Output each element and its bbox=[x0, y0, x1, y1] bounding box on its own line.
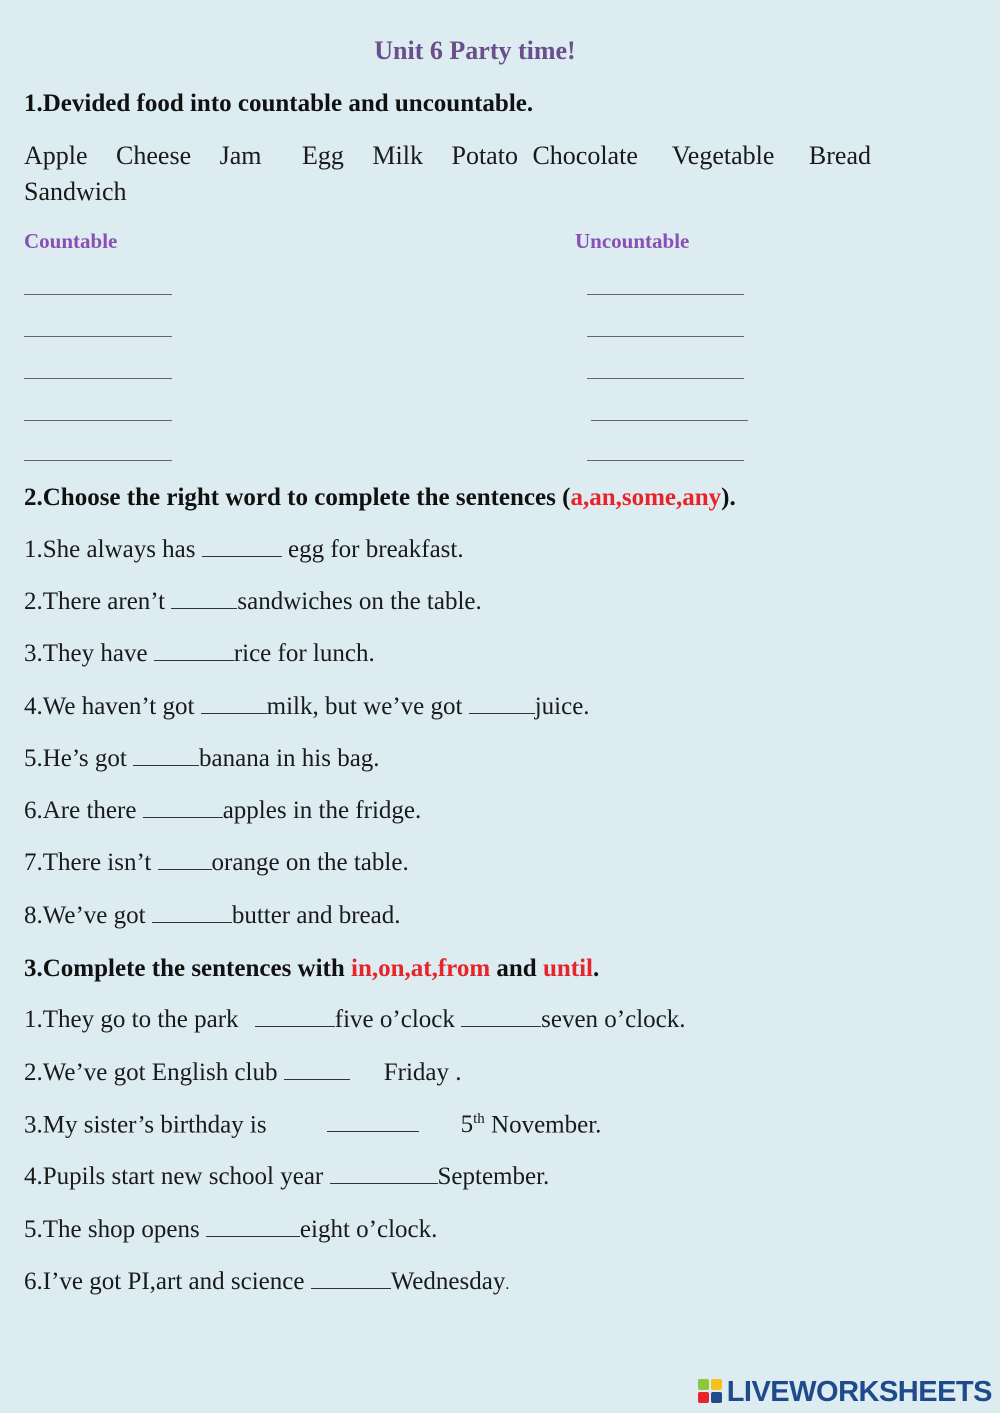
s2-sentence-4: 4.We haven’t got milk, but we’ve got juice. bbox=[24, 693, 590, 720]
answer-blank[interactable] bbox=[461, 1008, 541, 1027]
countable-blank-1[interactable] bbox=[24, 294, 172, 295]
answer-blank[interactable] bbox=[284, 1061, 350, 1080]
section3-heading: 3.Complete the sentences with in,on,at,from and until. bbox=[24, 955, 600, 982]
word-sandwich: Sandwich bbox=[24, 177, 127, 206]
until-option: until bbox=[542, 955, 593, 982]
s3-sentence-5: 5.The shop opens eight o’clock. bbox=[24, 1216, 438, 1243]
uncountable-blank-1[interactable] bbox=[587, 294, 744, 295]
answer-blank[interactable] bbox=[330, 1165, 438, 1184]
s3-sentence-4: 4.Pupils start new school year September. bbox=[24, 1163, 550, 1190]
word-bread: Bread bbox=[808, 141, 872, 170]
s2-sentence-3: 3.They have rice for lunch. bbox=[24, 640, 375, 667]
page-title: Unit 6 Party time! bbox=[374, 36, 576, 65]
s2-sentence-5: 5.He’s got banana in his bag. bbox=[24, 745, 380, 772]
answer-blank[interactable] bbox=[152, 904, 232, 923]
section2-heading: 2.Choose the right word to complete the sentences (a,an,some,any). bbox=[24, 484, 736, 511]
s3-sentence-1: 1.They go to the park five o’clock seven o’clock. bbox=[24, 1006, 686, 1033]
answer-blank[interactable] bbox=[255, 1008, 335, 1027]
s2-sentence-6: 6.Are there apples in the fridge. bbox=[24, 797, 422, 824]
s2-sentence-8: 8.We’ve got butter and bread. bbox=[24, 902, 401, 929]
countable-blank-3[interactable] bbox=[24, 378, 172, 379]
answer-blank[interactable] bbox=[133, 747, 199, 766]
word-vegetable: Vegetable bbox=[671, 141, 775, 170]
s3-sentence-6: 6.I’ve got PI,art and science Wednesday. bbox=[24, 1268, 510, 1295]
word-potato: Potato bbox=[451, 141, 518, 170]
uncountable-blank-5[interactable] bbox=[587, 460, 744, 461]
word-chocolate: Chocolate bbox=[532, 141, 638, 170]
countable-blank-5[interactable] bbox=[24, 460, 172, 461]
s3-sentence-3: 3.My sister’s birthday is 5th November. bbox=[24, 1111, 602, 1139]
s2-sentence-1: 1.She always has egg for breakfast. bbox=[24, 536, 464, 563]
countable-blank-2[interactable] bbox=[24, 336, 172, 337]
preposition-options: in,on,at,from bbox=[351, 955, 491, 982]
word-milk: Milk bbox=[372, 141, 423, 170]
answer-blank[interactable] bbox=[202, 538, 282, 557]
s2-sentence-7: 7.There isn’t orange on the table. bbox=[24, 849, 409, 876]
uncountable-blank-3[interactable] bbox=[587, 378, 744, 379]
countable-label: Countable bbox=[24, 229, 118, 253]
answer-blank[interactable] bbox=[171, 590, 237, 609]
answer-blank[interactable] bbox=[311, 1270, 391, 1289]
food-word-list bbox=[24, 138, 893, 210]
brand-name: LIVEWORKSHEETS bbox=[726, 1375, 992, 1408]
section1-heading: 1.Devided food into countable and uncountable. bbox=[24, 90, 534, 117]
countable-blank-4[interactable] bbox=[24, 420, 172, 421]
word-egg: Egg bbox=[302, 141, 344, 170]
s2-sentence-2: 2.There aren’t sandwiches on the table. bbox=[24, 588, 482, 615]
word-cheese: Cheese bbox=[116, 141, 192, 170]
uncountable-blank-4[interactable] bbox=[591, 420, 748, 421]
word-jam: Jam bbox=[219, 141, 262, 170]
answer-blank[interactable] bbox=[201, 695, 267, 714]
uncountable-label: Uncountable bbox=[575, 229, 690, 253]
article-options: a,an,some,any bbox=[570, 484, 722, 511]
liveworksheets-logo[interactable] bbox=[698, 1377, 992, 1407]
word-apple: Apple bbox=[24, 141, 88, 170]
answer-blank[interactable] bbox=[469, 695, 535, 714]
answer-blank[interactable] bbox=[143, 799, 223, 818]
liveworksheets-logo-icon bbox=[698, 1379, 724, 1405]
answer-blank[interactable] bbox=[327, 1113, 419, 1132]
answer-blank[interactable] bbox=[154, 642, 234, 661]
s3-sentence-2: 2.We’ve got English club Friday . bbox=[24, 1059, 462, 1086]
answer-blank[interactable] bbox=[158, 851, 212, 870]
answer-blank[interactable] bbox=[206, 1218, 300, 1237]
uncountable-blank-2[interactable] bbox=[587, 336, 744, 337]
